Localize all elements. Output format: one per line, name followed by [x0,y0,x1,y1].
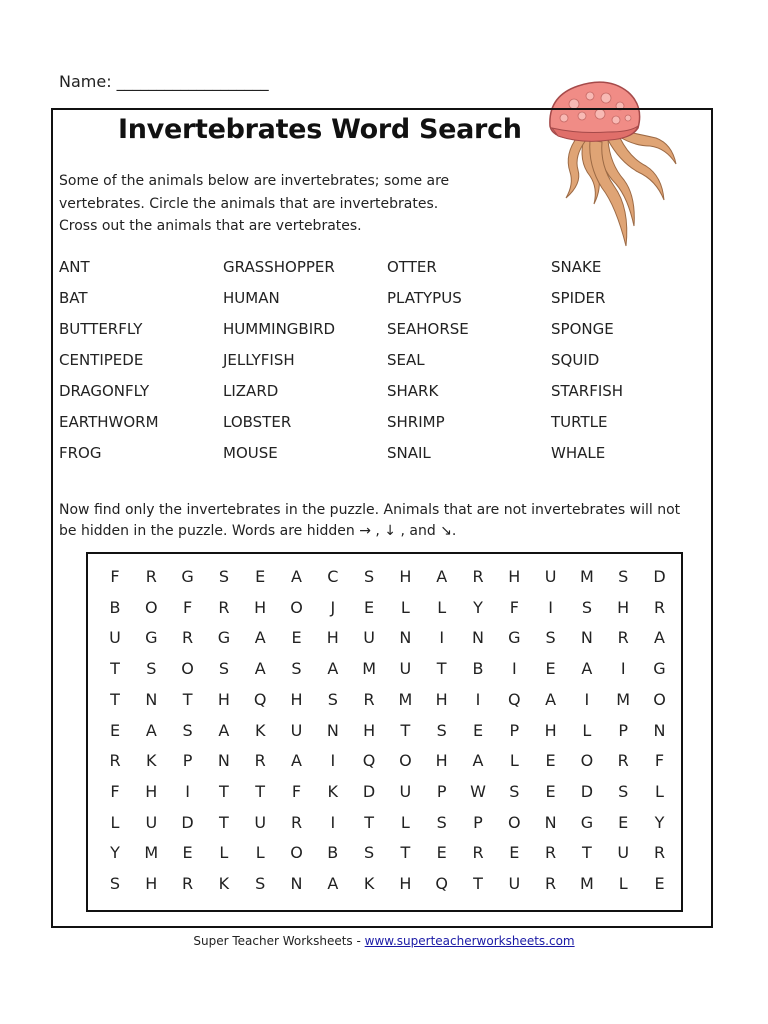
instructions-line: Cross out the animals that are vertebrates. [59,218,362,234]
grid-letter[interactable]: M [398,689,413,709]
grid-letter[interactable]: T [219,781,229,801]
grid-letter[interactable]: A [654,628,665,648]
grid-letter[interactable]: B [472,659,484,679]
grid-letter[interactable]: M [362,659,376,679]
animal-word[interactable]: SNAKE [551,258,602,276]
grid-letter[interactable]: G [508,628,521,648]
grid-letter[interactable]: O [508,812,521,832]
grid-letter[interactable]: H [290,689,303,709]
animal-word[interactable]: SPIDER [551,289,606,307]
grid-letter[interactable]: H [145,781,158,801]
grid-letter[interactable]: A [254,628,266,648]
animal-word[interactable]: SPONGE [551,320,614,338]
grid-letter[interactable]: I [548,597,553,617]
grid-letter[interactable]: S [364,567,375,586]
find-instructions-line: be hidden in the puzzle. Words are hidden → , ↓ , and ↘. [59,523,457,539]
grid-letter[interactable]: U [145,812,158,832]
grid-letter[interactable]: T [110,659,120,679]
animal-word[interactable]: OTTER [387,258,437,276]
grid-letter[interactable]: F [509,597,519,617]
grid-letter[interactable]: M [579,567,594,586]
grid-letter[interactable]: E [472,720,484,740]
animal-word[interactable]: TURTLE [551,413,608,431]
grid-letter[interactable]: T [400,720,411,740]
grid-letter[interactable]: S [545,628,556,648]
grid-letter[interactable]: T [473,874,483,893]
animal-word[interactable]: HUMAN [223,289,280,307]
grid-letter[interactable]: U [617,843,630,863]
grid-letter[interactable]: W [470,781,486,801]
grid-letter[interactable]: H [399,874,412,893]
grid-letter[interactable]: N [544,812,557,832]
grid-letter[interactable]: U [290,720,303,740]
animal-word[interactable]: JELLYFISH [223,351,295,369]
grid-letter[interactable]: A [218,720,230,740]
grid-letter[interactable]: R [182,874,194,893]
grid-letter[interactable]: O [290,597,303,617]
grid-letter[interactable]: T [219,812,229,832]
grid-letter[interactable]: P [509,720,520,740]
grid-letter[interactable]: H [435,689,448,709]
grid-letter[interactable]: L [219,843,229,863]
grid-letter[interactable]: D [580,781,594,801]
grid-letter[interactable]: Q [435,874,448,893]
grid-letter[interactable]: R [545,874,557,893]
grid-letter[interactable]: N [580,628,593,648]
grid-letter[interactable]: O [399,751,412,771]
grid-letter[interactable]: U [399,659,412,679]
word-search-grid [86,552,683,912]
grid-letter[interactable]: H [544,720,557,740]
grid-letter[interactable]: F [110,781,120,801]
grid-letter[interactable]: S [364,843,375,863]
grid-letter[interactable]: I [330,812,336,832]
grid-letter[interactable]: L [437,597,447,617]
grid-letter[interactable]: Y [110,843,120,863]
animal-word[interactable]: STARFISH [551,382,624,400]
animal-word[interactable]: ANT [59,258,90,276]
grid-letter[interactable]: Q [362,751,376,771]
grid-letter[interactable]: S [291,659,302,679]
grid-letter[interactable]: I [620,659,626,679]
grid-letter[interactable]: M [616,689,631,709]
grid-letter[interactable]: O [653,689,666,709]
grid-letter[interactable]: E [545,781,556,801]
grid-letter[interactable]: T [400,843,411,863]
grid-letter[interactable]: U [254,812,267,832]
grid-letter[interactable]: F [182,597,193,617]
grid-letter[interactable]: O [290,843,303,863]
footer [0,934,768,948]
grid-letter[interactable]: T [182,689,193,709]
grid-letter[interactable]: A [327,874,339,893]
instructions-line: vertebrates. Circle the animals that are invertebrates. [59,195,439,212]
grid-letter[interactable]: E [654,874,665,893]
grid-letter[interactable]: N [290,874,303,893]
grid-letter[interactable]: S [618,781,629,801]
grid-letter[interactable]: P [618,720,629,740]
animal-word[interactable]: SEAL [387,351,425,369]
grid-letter[interactable]: K [218,874,230,893]
grid-letter[interactable]: U [109,628,121,648]
grid-letter[interactable]: R [290,812,303,832]
grid-letter[interactable]: N [217,751,230,771]
grid-letter[interactable]: S [182,720,193,740]
grid-letter[interactable]: K [327,781,339,801]
grid-letter[interactable]: S [218,567,229,586]
grid-letter[interactable]: Y [654,812,665,832]
instructions [59,170,519,238]
grid-letter[interactable]: E [364,597,375,617]
grid-letter[interactable]: A [581,659,593,679]
animal-word[interactable]: LIZARD [223,382,279,400]
grid-letter[interactable]: R [472,843,484,863]
grid-letter[interactable]: R [254,751,266,771]
grid-letter[interactable]: S [509,781,520,801]
animal-word[interactable]: CENTIPEDE [59,351,144,369]
grid-letter[interactable]: N [472,628,484,648]
grid-letter[interactable]: S [146,659,157,679]
grid-letter[interactable]: K [363,874,375,893]
grid-letter[interactable]: A [327,659,339,679]
grid-letter[interactable]: P [473,812,483,832]
grid-letter[interactable]: A [254,659,266,679]
grid-letter[interactable]: O [580,751,594,771]
grid-letter[interactable]: A [291,567,302,586]
animal-word[interactable]: PLATYPUS [387,289,462,307]
grid-letter[interactable]: T [582,843,592,863]
grid-letter[interactable]: L [110,812,120,832]
grid-letter[interactable]: N [145,689,158,709]
grid-letter[interactable]: M [579,874,594,893]
footer-text: Super Teacher Worksheets - [193,934,365,948]
grid-letter[interactable]: N [326,720,339,740]
grid-letter[interactable]: R [617,751,629,771]
grid-letter[interactable]: Q [253,689,267,709]
grid-letter[interactable]: S [436,720,447,740]
animal-word[interactable]: FROG [59,444,102,462]
grid-letter[interactable]: U [544,567,557,586]
find-instructions [59,500,709,542]
grid-letter[interactable]: S [255,874,266,893]
grid-letter[interactable]: E [545,659,556,679]
grid-letter[interactable]: F [110,567,120,586]
grid-letter[interactable]: I [330,751,336,771]
grid-letter[interactable]: Y [473,597,483,617]
worksheet-title: Invertebrates Word Search [118,114,522,145]
animal-word[interactable]: GRASSHOPPER [223,258,335,276]
grid-letter[interactable]: H [326,628,339,648]
grid-letter[interactable]: F [654,751,665,771]
grid-letter[interactable]: G [653,659,666,679]
animal-word[interactable]: BAT [59,289,88,307]
animal-word[interactable]: DRAGONFLY [59,382,150,400]
grid-letter[interactable]: B [109,597,121,617]
grid-letter[interactable]: E [545,751,556,771]
grid-letter[interactable]: R [145,567,157,586]
animal-word[interactable]: SQUID [551,351,600,369]
animal-word[interactable]: SNAIL [387,444,431,462]
grid-letter[interactable]: B [327,843,339,863]
grid-letter[interactable]: G [145,628,158,648]
find-instructions-line: Now find only the invertebrates in the puzzle. Animals that are not invertebrates will not [59,502,681,518]
animal-word[interactable]: EARTHWORM [59,413,159,431]
grid-letter[interactable]: I [511,659,517,679]
grid-letter[interactable]: A [436,567,448,586]
grid-letter[interactable]: L [655,781,664,801]
grid-letter[interactable]: K [254,720,266,740]
grid-letter[interactable]: G [181,567,194,586]
grid-letter[interactable]: A [145,720,157,740]
grid-letter[interactable]: I [475,689,481,709]
grid-letter[interactable]: N [399,628,412,648]
grid-letter[interactable]: E [291,628,302,648]
animal-word[interactable]: WHALE [551,444,606,462]
grid-letter[interactable]: A [472,751,484,771]
grid-letter[interactable]: E [109,720,121,740]
grid-letter[interactable]: D [181,812,194,832]
grid-letter[interactable]: D [653,567,666,586]
animal-word[interactable]: HUMMINGBIRD [223,320,336,338]
grid-letter[interactable]: E [255,567,266,586]
grid-letter[interactable]: S [327,689,338,709]
grid-letter[interactable]: R [653,843,666,863]
grid-letter[interactable]: T [110,689,120,709]
grid-letter[interactable]: H [508,567,521,586]
grid-letter[interactable]: O [181,659,194,679]
animal-word[interactable]: SHARK [387,382,439,400]
grid-letter[interactable]: K [146,751,157,771]
grid-letter[interactable]: T [364,812,374,832]
grid-letter[interactable]: H [363,720,376,740]
animal-word[interactable]: BUTTERFLY [59,320,143,338]
grid-letter[interactable]: I [185,781,190,801]
grid-letter[interactable]: G [217,628,231,648]
grid-letter[interactable]: R [545,843,557,863]
grid-letter[interactable]: S [618,567,629,586]
grid-letter[interactable]: G [580,812,594,832]
animal-word[interactable]: LOBSTER [223,413,292,431]
grid-letter[interactable]: N [653,720,666,740]
grid-letter[interactable]: H [254,597,267,617]
grid-letter[interactable]: R [617,628,629,648]
grid-letter[interactable]: T [255,781,266,801]
grid-letter[interactable]: A [545,689,557,709]
grid-letter[interactable]: S [109,874,121,893]
grid-letter[interactable]: Q [508,689,521,709]
footer-link[interactable]: www.superteacherworksheets.com [364,934,575,948]
animal-word[interactable]: SEAHORSE [387,320,469,338]
grid-letter[interactable]: H [399,567,412,586]
grid-letter[interactable]: P [182,751,193,771]
grid-letter[interactable]: H [145,874,158,893]
grid-letter[interactable]: L [400,597,410,617]
grid-letter[interactable]: I [439,628,445,648]
grid-letter[interactable]: S [436,812,447,832]
grid-letter[interactable]: R [653,597,666,617]
grid-letter[interactable]: U [508,874,521,893]
grid-letter[interactable]: R [472,567,484,586]
grid-letter[interactable]: H [617,597,630,617]
grid-letter[interactable]: E [182,843,193,863]
grid-letter[interactable]: E [436,843,447,863]
grid-letter[interactable]: U [363,628,375,648]
name-field-label: Name: ___________________ [59,72,269,91]
grid-letter[interactable]: S [218,659,229,679]
instructions-line: Some of the animals below are invertebrates; some are [59,173,450,189]
grid-letter[interactable]: R [218,597,230,617]
grid-letter[interactable]: D [362,781,376,801]
grid-letter[interactable]: L [400,812,410,832]
grid-letter[interactable]: A [291,751,302,771]
grid-letter[interactable]: I [584,689,590,709]
grid-letter[interactable]: L [509,751,519,771]
grid-letter[interactable]: J [330,597,336,617]
grid-letter[interactable]: F [291,781,302,801]
grid-letter[interactable]: U [399,781,412,801]
grid-letter[interactable]: H [217,689,230,709]
grid-letter[interactable]: R [109,751,121,771]
grid-letter[interactable]: R [363,689,375,709]
grid-letter[interactable]: L [255,843,265,863]
grid-letter[interactable]: M [144,843,159,863]
grid-letter[interactable]: C [327,567,339,586]
grid-letter[interactable]: R [182,628,194,648]
grid-letter[interactable]: H [435,751,448,771]
grid-letter[interactable]: S [581,597,592,617]
grid-letter[interactable]: O [145,597,158,617]
animal-word[interactable]: MOUSE [223,444,278,462]
grid-letter[interactable]: L [618,874,628,893]
grid-letter[interactable]: E [509,843,520,863]
grid-letter[interactable]: L [582,720,592,740]
grid-letter[interactable]: E [618,812,629,832]
grid-letter[interactable]: P [436,781,447,801]
animal-word[interactable]: SHRIMP [387,413,445,431]
grid-letter[interactable]: T [436,659,447,679]
